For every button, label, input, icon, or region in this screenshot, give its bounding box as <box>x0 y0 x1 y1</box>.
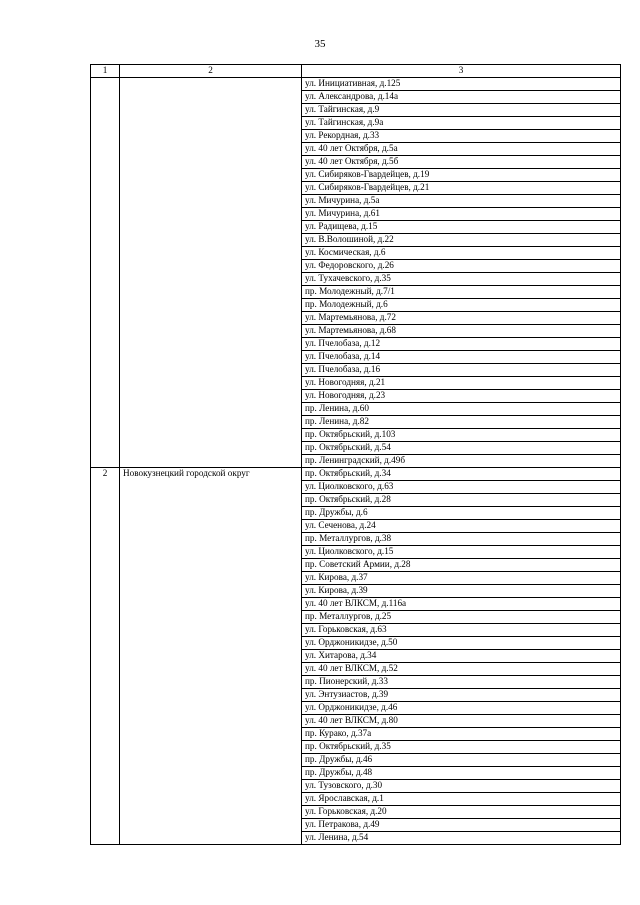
address-cell: пр. Ленина, д.82 <box>302 416 621 429</box>
address-cell: пр. Ленинградский, д.49б <box>302 455 621 468</box>
address-cell: пр. Октябрьский, д.28 <box>302 494 621 507</box>
address-cell: ул. Мичурина, д.5а <box>302 195 621 208</box>
address-cell: ул. Энтузиастов, д.39 <box>302 689 621 702</box>
address-cell: пр. Дружбы, д.46 <box>302 754 621 767</box>
address-cell: ул. Космическая, д.6 <box>302 247 621 260</box>
address-cell: ул. Сибиряков-Гвардейцев, д.19 <box>302 169 621 182</box>
address-cell: ул. 40 лет Октября, д.5б <box>302 156 621 169</box>
address-cell: ул. Пчелобаза, д.14 <box>302 351 621 364</box>
address-cell: ул. Пчелобаза, д.16 <box>302 364 621 377</box>
district-cell: Новокузнецкий городской округ <box>120 468 302 845</box>
address-table <box>90 64 621 845</box>
address-cell: пр. Металлургов, д.25 <box>302 611 621 624</box>
column-header-district: 2 <box>120 65 302 78</box>
address-cell: пр. Советский Армии, д.28 <box>302 559 621 572</box>
address-cell: ул. Мичурина, д.61 <box>302 208 621 221</box>
address-cell: ул. Кирова, д.37 <box>302 572 621 585</box>
address-cell: ул. Кирова, д.39 <box>302 585 621 598</box>
address-cell: ул. Циолковского, д.63 <box>302 481 621 494</box>
address-cell: ул. Радищева, д.15 <box>302 221 621 234</box>
address-cell: пр. Молодежный, д.6 <box>302 299 621 312</box>
address-cell: ул. Орджоникидзе, д.46 <box>302 702 621 715</box>
address-cell: ул. Мартемьянова, д.72 <box>302 312 621 325</box>
address-cell: ул. Сеченова, д.24 <box>302 520 621 533</box>
address-cell: ул. Мартемьянова, д.68 <box>302 325 621 338</box>
table-row <box>91 78 621 91</box>
district-cell <box>120 78 302 468</box>
address-cell: ул. Тайгинская, д.9а <box>302 117 621 130</box>
table-header-row <box>91 65 621 78</box>
address-cell: ул. Хитарова, д.34 <box>302 650 621 663</box>
address-cell: пр. Октябрьский, д.103 <box>302 429 621 442</box>
address-cell: ул. Тайгинская, д.9 <box>302 104 621 117</box>
address-cell: ул. Тузовского, д.30 <box>302 780 621 793</box>
row-number-cell: 2 <box>91 468 120 845</box>
address-cell: ул. Тухачевского, д.35 <box>302 273 621 286</box>
address-cell: пр. Октябрьский, д.34 <box>302 468 621 481</box>
table-body <box>91 78 621 845</box>
address-cell: ул. Сибиряков-Гвардейцев, д.21 <box>302 182 621 195</box>
address-cell: ул. Орджоникидзе, д.50 <box>302 637 621 650</box>
address-cell: пр. Октябрьский, д.54 <box>302 442 621 455</box>
column-header-address: 3 <box>302 65 621 78</box>
address-cell: ул. Александрова, д.14а <box>302 91 621 104</box>
address-cell: пр. Пионерский, д.33 <box>302 676 621 689</box>
address-cell: ул. 40 лет Октября, д.5а <box>302 143 621 156</box>
address-cell: пр. Металлургов, д.38 <box>302 533 621 546</box>
address-cell: ул. Ленина, д.54 <box>302 832 621 845</box>
address-cell: ул. 40 лет ВЛКСМ, д.80 <box>302 715 621 728</box>
page-number: 35 <box>314 38 326 50</box>
address-cell: ул. Циолковского, д.15 <box>302 546 621 559</box>
address-cell: ул. Новогодняя, д.23 <box>302 390 621 403</box>
address-cell: ул. Рекордная, д.33 <box>302 130 621 143</box>
address-cell: ул. В.Волошиной, д.22 <box>302 234 621 247</box>
address-cell: ул. Инициативная, д.125 <box>302 78 621 91</box>
address-cell: ул. Пчелобаза, д.12 <box>302 338 621 351</box>
address-cell: пр. Дружбы, д.6 <box>302 507 621 520</box>
address-cell: ул. 40 лет ВЛКСМ, д.52 <box>302 663 621 676</box>
row-number-cell <box>91 78 120 468</box>
address-cell: пр. Дружбы, д.48 <box>302 767 621 780</box>
address-cell: пр. Октябрьский, д.35 <box>302 741 621 754</box>
address-cell: ул. Петракова, д.49 <box>302 819 621 832</box>
column-header-number: 1 <box>91 65 120 78</box>
address-cell: пр. Курако, д.37а <box>302 728 621 741</box>
table-row <box>91 468 621 481</box>
address-cell: ул. Ярославская, д.1 <box>302 793 621 806</box>
address-cell: ул. 40 лет ВЛКСМ, д.116а <box>302 598 621 611</box>
address-cell: пр. Ленина, д.60 <box>302 403 621 416</box>
address-cell: пр. Молодежный, д.7/1 <box>302 286 621 299</box>
address-cell: ул. Горьковская, д.63 <box>302 624 621 637</box>
address-cell: ул. Новогодняя, д.21 <box>302 377 621 390</box>
address-cell: ул. Горьковская, д.20 <box>302 806 621 819</box>
address-cell: ул. Федоровского, д.26 <box>302 260 621 273</box>
